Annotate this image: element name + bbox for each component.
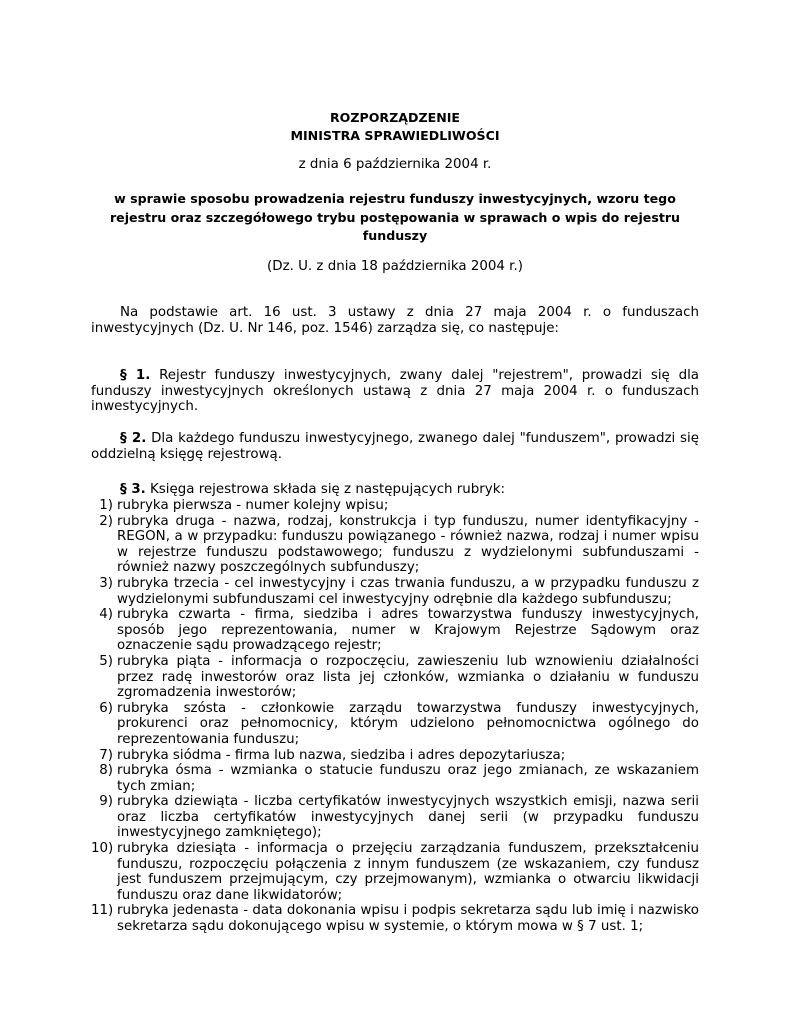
document-subject: w sprawie sposobu prowadzenia rejestru funduszy inwestycyjnych, wzoru tego rejestru oraz szczegółowego trybu postępowania w sprawach o wpis do rejestru funduszy xyxy=(109,191,681,243)
list-item xyxy=(91,701,699,748)
list-item xyxy=(91,576,699,607)
list-item-text: rubryka piąta - informacja o rozpoczęciu, zawieszeniu lub wznowieniu działalności przez radę inwestorów oraz lista jej członków, wzmianka o działaniu w funduszu zgromadzenia inwestorów; xyxy=(117,653,699,701)
section-3-text: Księga rejestrowa składa się z następujących rubryk: xyxy=(145,482,505,497)
publication-reference: (Dz. U. z dnia 18 października 2004 r.) xyxy=(267,259,523,274)
section-2 xyxy=(91,431,699,462)
list-item-text: rubryka druga - nazwa, rodzaj, konstrukcja i typ funduszu, numer identyfikacyjny - REGON, a w przypadku: funduszu powiązanego - również nazwa, rodzaj i numer wpisu w rejestrze funduszu podstawowego; funduszu z wydzielonymi subfunduszami - również nazwy poszczególnych subfunduszy; xyxy=(117,513,699,576)
section-3-label: § 3. xyxy=(120,482,146,497)
title-line-1: ROZPORZĄDZENIE xyxy=(329,110,461,125)
section-1-text: Rejestr funduszy inwestycyjnych, zwany dalej "rejestrem", prowadzi się dla funduszy inwestycyjnych określonych ustawą z dnia 27 maja 2004 r. o funduszach inwestycyjnych. xyxy=(91,368,699,415)
list-item-text: rubryka trzecia - cel inwestycyjny i czas trwania funduszu, a w przypadku funduszu z wydzielonymi subfunduszami cel inwestycyjny odrębnie dla każdego subfunduszu; xyxy=(117,575,699,607)
list-item xyxy=(91,763,699,794)
list-item-text: rubryka siódma - firma lub nazwa, siedziba i adres depozytariusza; xyxy=(117,747,566,763)
list-item xyxy=(91,794,699,841)
list-item xyxy=(91,841,699,903)
list-item-number: 11) xyxy=(91,903,114,919)
list-item-number: 6) xyxy=(99,700,113,716)
list-item xyxy=(91,514,699,576)
section-3 xyxy=(91,482,699,498)
title-line-2: MINISTRA SPRAWIEDLIWOŚCI xyxy=(290,128,500,143)
document-date: z dnia 6 października 2004 r. xyxy=(298,157,492,172)
section-1-label: § 1. xyxy=(120,368,151,383)
list-item-text: rubryka szósta - członkowie zarządu towarzystwa funduszy inwestycyjnych, prokurenci oraz pełnomocnicy, którym udzielono pełnomocnictwa ogólnego do reprezentowania funduszu; xyxy=(117,700,699,747)
section-2-text: Dla każdego funduszu inwestycyjnego, zwanego dalej "funduszem", prowadzi się oddzielną księgę rejestrową. xyxy=(91,431,699,462)
list-item-number: 3) xyxy=(99,575,113,591)
rubric-list xyxy=(91,498,699,935)
list-item xyxy=(91,654,699,701)
list-item xyxy=(91,748,699,764)
list-item-text: rubryka pierwsza - numer kolejny wpisu; xyxy=(117,498,389,513)
list-item xyxy=(91,498,699,514)
document-title xyxy=(91,109,699,145)
section-1 xyxy=(91,368,699,415)
list-item xyxy=(91,903,699,934)
list-item-text: rubryka czwarta - firma, siedziba i adres towarzystwa funduszy inwestycyjnych, sposób jego reprezentowania, numer w Krajowym Rejestrze Sądowym oraz oznaczenie sądu prowadzącego rejestr; xyxy=(117,607,699,654)
preamble: Na podstawie art. 16 ust. 3 ustawy z dnia 27 maja 2004 r. o funduszach inwestycyjnych (Dz. U. Nr 146, poz. 1546) zarządza się, co następuje: xyxy=(91,305,699,336)
list-item-number: 5) xyxy=(99,653,113,669)
list-item-text: rubryka dziewiąta - liczba certyfikatów inwestycyjnych wszystkich emisji, nazwa serii oraz liczba certyfikatów inwestycyjnych danej serii (w przypadku funduszu inwestycyjnego zamkniętego); xyxy=(117,794,699,841)
list-item-text: rubryka jedenasta - data dokonania wpisu i podpis sekretarza sądu lub imię i nazwisko sekretarza sądu dokonującego wpisu w systemie, o którym mowa w § 7 ust. 1; xyxy=(117,903,699,935)
list-item-number: 9) xyxy=(99,794,113,810)
list-item-number: 4) xyxy=(99,607,113,623)
list-item-number: 7) xyxy=(99,747,113,763)
list-item-text: rubryka ósma - wzmianka o statucie funduszu oraz jego zmianach, ze wskazaniem tych zmian; xyxy=(117,763,699,794)
list-item-number: 10) xyxy=(91,841,114,857)
section-2-label: § 2. xyxy=(120,431,147,446)
list-item-number: 8) xyxy=(99,763,113,779)
list-item-text: rubryka dziesiąta - informacja o przejęciu zarządzania funduszem, przekształceniu funduszu, rozpoczęciu połączenia z innym funduszem (ze wskazaniem, czy fundusz jest funduszem przejmującym, czy przejmowanym), wzmianka o otwarciu likwidacji funduszu oraz dane likwidatorów; xyxy=(117,841,699,903)
list-item-number: 2) xyxy=(99,513,113,529)
list-item-number: 1) xyxy=(99,498,113,513)
list-item xyxy=(91,607,699,654)
